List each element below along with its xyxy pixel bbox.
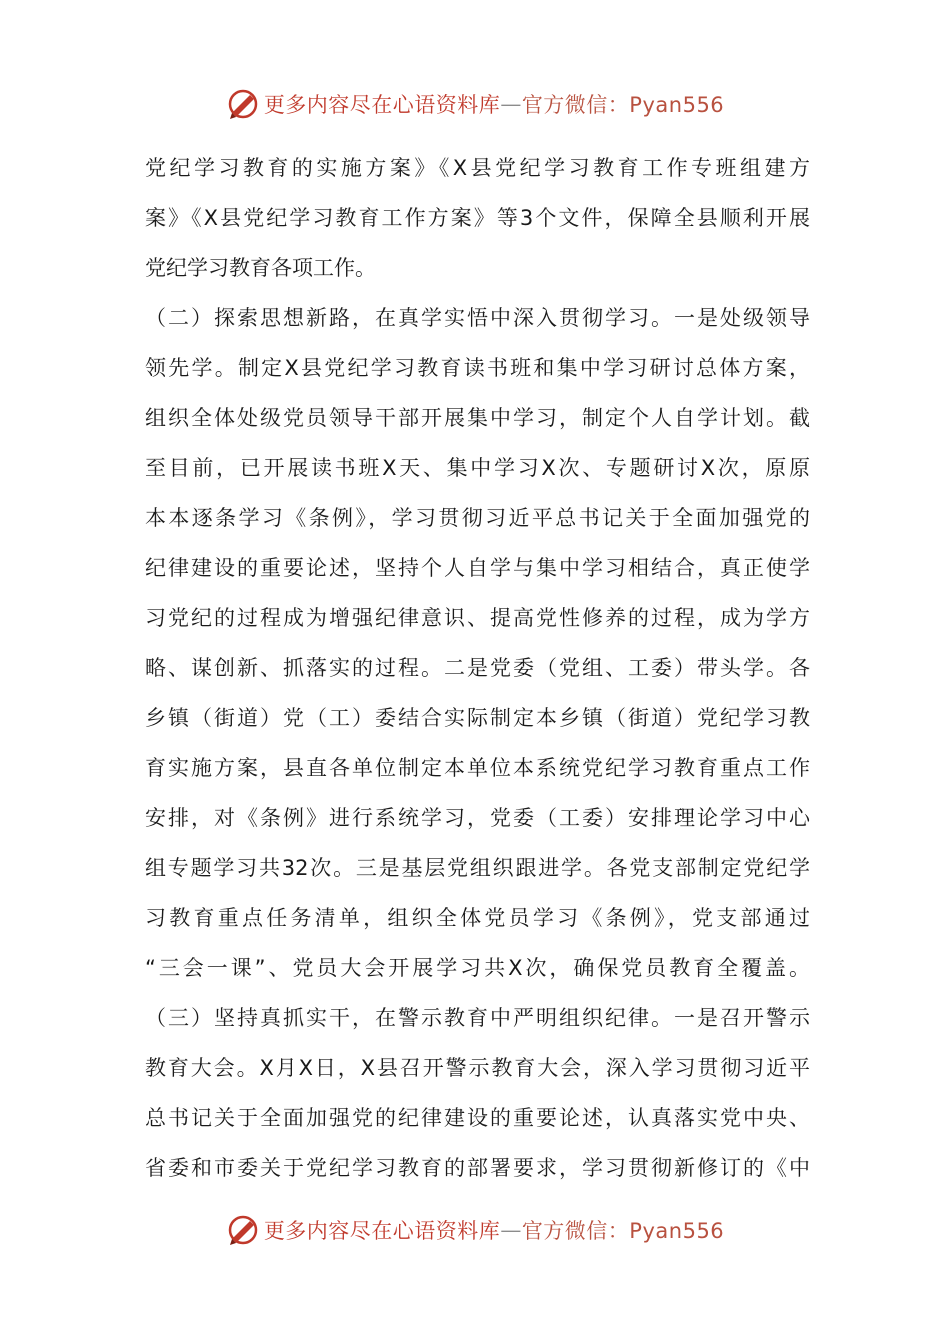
text-line: 党纪学习教育的实施方案》《X县党纪学习教育工作专班组建方 [145, 156, 810, 180]
text-line: “三会一课”、党员大会开展学习共X次，确保党员教育全覆盖。 [145, 956, 810, 980]
text-line: 案》《X县党纪学习教育工作方案》等3个文件，保障全县顺利开展 [145, 206, 810, 230]
text-line: 至目前，已开展读书班X天、集中学习X次、专题研讨X次，原原 [145, 456, 810, 480]
text-line: 安排，对《条例》进行系统学习，党委（工委）安排理论学习中心 [145, 806, 810, 830]
text-line: 教育大会。X月X日，X县召开警示教育大会，深入学习贯彻习近平 [145, 1056, 810, 1080]
text-line: 总书记关于全面加强党的纪律建设的重要论述，认真落实党中央、 [145, 1106, 810, 1130]
document-body [145, 148, 810, 1198]
pen-logo-icon [226, 87, 260, 121]
text-line: 本本逐条学习《条例》，学习贯彻习近平总书记关于全面加强党的 [145, 506, 810, 530]
banner-separator: — [500, 1218, 522, 1242]
text-line: 领先学。制定X县党纪学习教育读书班和集中学习研讨总体方案， [145, 356, 810, 380]
banner-separator: — [500, 92, 522, 116]
text-line: 乡镇（街道）党（工）委结合实际制定本乡镇（街道）党纪学习教 [145, 706, 810, 730]
text-line: 省委和市委关于党纪学习教育的部署要求，学习贯彻新修订的《中 [145, 1156, 810, 1180]
text-line: 习教育重点任务清单，组织全体党员学习《条例》，党支部通过 [145, 906, 810, 930]
banner-wechat: 官方微信：Pyan556 [521, 93, 725, 117]
footer-banner [0, 1210, 950, 1250]
text-line: 习党纪的过程成为增强纪律意识、提高党性修养的过程，成为学方 [145, 606, 810, 630]
text-line: 党纪学习教育各项工作。 [145, 256, 376, 280]
text-line: 组织全体处级党员领导干部开展集中学习，制定个人自学计划。截 [145, 406, 810, 430]
pen-logo-icon [226, 1213, 260, 1247]
banner-title: 更多内容尽在心语资料库 [263, 93, 501, 117]
text-line: （二）探索思想新路，在真学实悟中深入贯彻学习。一是处级领导 [145, 306, 810, 330]
header-banner [0, 84, 950, 124]
text-line: 组专题学习共32次。三是基层党组织跟进学。各党支部制定党纪学 [145, 856, 810, 880]
banner-wechat: 官方微信：Pyan556 [521, 1219, 725, 1243]
text-line: 纪律建设的重要论述，坚持个人自学与集中学习相结合，真正使学 [145, 556, 810, 580]
text-line: （三）坚持真抓实干，在警示教育中严明组织纪律。一是召开警示 [145, 1006, 810, 1030]
text-line: 略、谋创新、抓落实的过程。二是党委（党组、工委）带头学。各 [145, 656, 810, 680]
text-line: 育实施方案，县直各单位制定本单位本系统党纪学习教育重点工作 [145, 756, 810, 780]
banner-title: 更多内容尽在心语资料库 [263, 1219, 501, 1243]
